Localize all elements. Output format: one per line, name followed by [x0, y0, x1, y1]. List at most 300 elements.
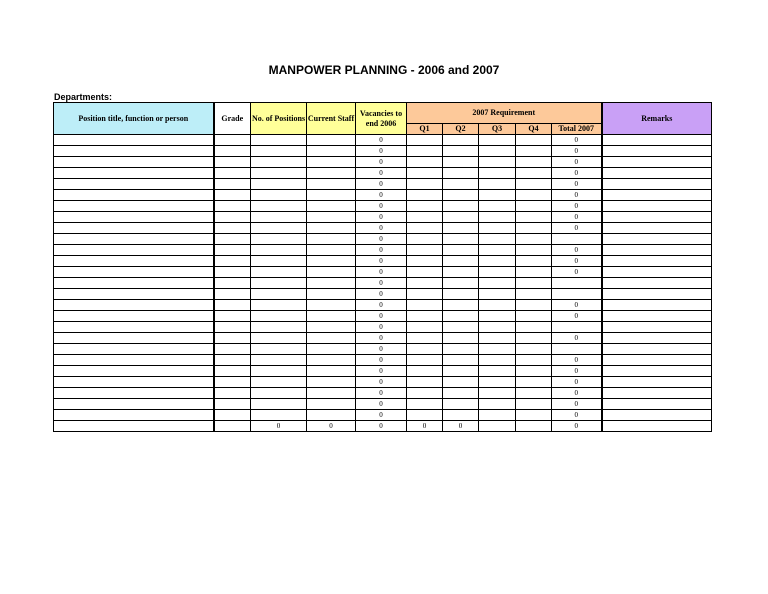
q2-cell[interactable]: [443, 311, 479, 322]
grade-cell[interactable]: [214, 344, 251, 355]
total-2007-cell[interactable]: 0: [552, 135, 602, 146]
positions-cell[interactable]: [251, 234, 307, 245]
q3-cell[interactable]: [479, 355, 516, 366]
positions-cell[interactable]: [251, 157, 307, 168]
positions-cell[interactable]: [251, 190, 307, 201]
position-cell[interactable]: [54, 322, 214, 333]
current-staff-cell[interactable]: [307, 179, 356, 190]
header-current-staff: Current Staff: [307, 103, 356, 135]
grade-cell[interactable]: [214, 267, 251, 278]
q4-cell[interactable]: [516, 377, 552, 388]
q3-cell[interactable]: [479, 410, 516, 421]
total-2007-cell[interactable]: 0: [552, 201, 602, 212]
positions-cell[interactable]: [251, 146, 307, 157]
remarks-cell[interactable]: [602, 388, 712, 399]
q1-cell[interactable]: [407, 212, 443, 223]
total-2007-cell[interactable]: 0: [552, 377, 602, 388]
q1-cell[interactable]: [407, 245, 443, 256]
position-cell[interactable]: [54, 289, 214, 300]
q1-cell[interactable]: [407, 146, 443, 157]
total-2007-cell[interactable]: [552, 278, 602, 289]
remarks-cell[interactable]: [602, 234, 712, 245]
q3-cell[interactable]: [479, 366, 516, 377]
position-cell[interactable]: [54, 267, 214, 278]
positions-cell[interactable]: [251, 245, 307, 256]
q3-cell[interactable]: [479, 256, 516, 267]
q4-cell[interactable]: [516, 256, 552, 267]
position-cell[interactable]: [54, 333, 214, 344]
total-q1-cell[interactable]: 0: [407, 421, 443, 432]
total-2007-cell[interactable]: 0: [552, 399, 602, 410]
total-q3-cell[interactable]: [479, 421, 516, 432]
remarks-cell[interactable]: [602, 190, 712, 201]
q2-cell[interactable]: [443, 344, 479, 355]
q2-cell[interactable]: [443, 256, 479, 267]
q4-cell[interactable]: [516, 157, 552, 168]
position-cell[interactable]: [54, 179, 214, 190]
total-2007-cell[interactable]: [552, 289, 602, 300]
position-cell[interactable]: [54, 212, 214, 223]
position-cell[interactable]: [54, 135, 214, 146]
vacancies-cell[interactable]: 0: [356, 322, 407, 333]
remarks-cell[interactable]: [602, 300, 712, 311]
grade-cell[interactable]: [214, 135, 251, 146]
positions-cell[interactable]: [251, 388, 307, 399]
q1-cell[interactable]: [407, 157, 443, 168]
current-staff-cell[interactable]: [307, 366, 356, 377]
remarks-cell[interactable]: [602, 344, 712, 355]
remarks-cell[interactable]: [602, 146, 712, 157]
q1-cell[interactable]: [407, 256, 443, 267]
position-cell[interactable]: [54, 278, 214, 289]
vacancies-cell[interactable]: 0: [356, 366, 407, 377]
total-2007-cell[interactable]: [552, 234, 602, 245]
q2-cell[interactable]: [443, 146, 479, 157]
grade-cell[interactable]: [214, 212, 251, 223]
q3-cell[interactable]: [479, 300, 516, 311]
q4-cell[interactable]: [516, 399, 552, 410]
positions-cell[interactable]: [251, 311, 307, 322]
q3-cell[interactable]: [479, 344, 516, 355]
q1-cell[interactable]: [407, 289, 443, 300]
remarks-cell[interactable]: [602, 212, 712, 223]
remarks-cell[interactable]: [602, 322, 712, 333]
q4-cell[interactable]: [516, 333, 552, 344]
positions-cell[interactable]: [251, 168, 307, 179]
remarks-cell[interactable]: [602, 399, 712, 410]
position-cell[interactable]: [54, 234, 214, 245]
positions-cell[interactable]: [251, 300, 307, 311]
current-staff-cell[interactable]: [307, 355, 356, 366]
remarks-cell[interactable]: [602, 421, 712, 432]
position-cell[interactable]: [54, 344, 214, 355]
q4-cell[interactable]: [516, 355, 552, 366]
current-staff-cell[interactable]: [307, 344, 356, 355]
q1-cell[interactable]: [407, 300, 443, 311]
q2-cell[interactable]: [443, 190, 479, 201]
position-cell[interactable]: [54, 421, 214, 432]
q3-cell[interactable]: [479, 234, 516, 245]
q2-cell[interactable]: [443, 168, 479, 179]
q4-cell[interactable]: [516, 366, 552, 377]
q3-cell[interactable]: [479, 399, 516, 410]
grade-cell[interactable]: [214, 179, 251, 190]
grade-cell[interactable]: [214, 146, 251, 157]
q1-cell[interactable]: [407, 333, 443, 344]
grade-cell[interactable]: [214, 190, 251, 201]
position-cell[interactable]: [54, 245, 214, 256]
q2-cell[interactable]: [443, 135, 479, 146]
remarks-cell[interactable]: [602, 289, 712, 300]
vacancies-cell[interactable]: 0: [356, 212, 407, 223]
total-2007-cell[interactable]: 0: [552, 355, 602, 366]
q3-cell[interactable]: [479, 212, 516, 223]
positions-cell[interactable]: [251, 201, 307, 212]
q2-cell[interactable]: [443, 377, 479, 388]
position-cell[interactable]: [54, 410, 214, 421]
q2-cell[interactable]: [443, 399, 479, 410]
q3-cell[interactable]: [479, 190, 516, 201]
positions-cell[interactable]: [251, 179, 307, 190]
vacancies-cell[interactable]: 0: [356, 311, 407, 322]
q3-cell[interactable]: [479, 135, 516, 146]
grade-cell[interactable]: [214, 168, 251, 179]
vacancies-cell[interactable]: 0: [356, 333, 407, 344]
total-2007-cell[interactable]: 0: [552, 388, 602, 399]
remarks-cell[interactable]: [602, 168, 712, 179]
positions-cell[interactable]: [251, 355, 307, 366]
positions-cell[interactable]: [251, 212, 307, 223]
current-staff-cell[interactable]: [307, 333, 356, 344]
positions-cell[interactable]: [251, 399, 307, 410]
remarks-cell[interactable]: [602, 256, 712, 267]
vacancies-cell[interactable]: 0: [356, 245, 407, 256]
total-2007-cell[interactable]: 0: [552, 333, 602, 344]
vacancies-cell[interactable]: 0: [356, 234, 407, 245]
q3-cell[interactable]: [479, 388, 516, 399]
remarks-cell[interactable]: [602, 311, 712, 322]
position-cell[interactable]: [54, 355, 214, 366]
total-2007-cell[interactable]: 0: [552, 267, 602, 278]
remarks-cell[interactable]: [602, 135, 712, 146]
positions-cell[interactable]: [251, 333, 307, 344]
total-2007-cell[interactable]: 0: [552, 179, 602, 190]
q2-cell[interactable]: [443, 223, 479, 234]
grade-cell[interactable]: [214, 223, 251, 234]
remarks-cell[interactable]: [602, 179, 712, 190]
grade-cell[interactable]: [214, 399, 251, 410]
current-staff-cell[interactable]: [307, 278, 356, 289]
q2-cell[interactable]: [443, 278, 479, 289]
total-2007-cell[interactable]: 0: [552, 300, 602, 311]
q4-cell[interactable]: [516, 300, 552, 311]
q3-cell[interactable]: [479, 333, 516, 344]
q2-cell[interactable]: [443, 333, 479, 344]
total-q2-cell[interactable]: 0: [443, 421, 479, 432]
q4-cell[interactable]: [516, 388, 552, 399]
q2-cell[interactable]: [443, 267, 479, 278]
q2-cell[interactable]: [443, 300, 479, 311]
q1-cell[interactable]: [407, 223, 443, 234]
positions-cell[interactable]: [251, 135, 307, 146]
vacancies-cell[interactable]: 0: [356, 135, 407, 146]
current-staff-cell[interactable]: [307, 135, 356, 146]
position-cell[interactable]: [54, 366, 214, 377]
q3-cell[interactable]: [479, 267, 516, 278]
position-cell[interactable]: [54, 311, 214, 322]
grade-cell[interactable]: [214, 245, 251, 256]
current-staff-cell[interactable]: [307, 300, 356, 311]
q1-cell[interactable]: [407, 267, 443, 278]
total-positions-cell[interactable]: 0: [251, 421, 307, 432]
current-staff-cell[interactable]: [307, 223, 356, 234]
positions-cell[interactable]: [251, 278, 307, 289]
grade-cell[interactable]: [214, 289, 251, 300]
grade-cell[interactable]: [214, 322, 251, 333]
positions-cell[interactable]: [251, 289, 307, 300]
remarks-cell[interactable]: [602, 157, 712, 168]
q4-cell[interactable]: [516, 267, 552, 278]
q4-cell[interactable]: [516, 322, 552, 333]
q2-cell[interactable]: [443, 322, 479, 333]
current-staff-cell[interactable]: [307, 201, 356, 212]
q1-cell[interactable]: [407, 377, 443, 388]
grade-cell[interactable]: [214, 355, 251, 366]
q4-cell[interactable]: [516, 234, 552, 245]
grade-cell[interactable]: [214, 377, 251, 388]
vacancies-cell[interactable]: 0: [356, 388, 407, 399]
q3-cell[interactable]: [479, 278, 516, 289]
q1-cell[interactable]: [407, 168, 443, 179]
current-staff-cell[interactable]: [307, 388, 356, 399]
remarks-cell[interactable]: [602, 377, 712, 388]
total-2007-cell[interactable]: 0: [552, 311, 602, 322]
grade-cell[interactable]: [214, 234, 251, 245]
q2-cell[interactable]: [443, 289, 479, 300]
current-staff-cell[interactable]: [307, 267, 356, 278]
q3-cell[interactable]: [479, 223, 516, 234]
q1-cell[interactable]: [407, 399, 443, 410]
total-2007-cell[interactable]: 0: [552, 146, 602, 157]
current-staff-cell[interactable]: [307, 289, 356, 300]
position-cell[interactable]: [54, 146, 214, 157]
vacancies-cell[interactable]: 0: [356, 201, 407, 212]
current-staff-cell[interactable]: [307, 377, 356, 388]
current-staff-cell[interactable]: [307, 322, 356, 333]
vacancies-cell[interactable]: 0: [356, 146, 407, 157]
q4-cell[interactable]: [516, 201, 552, 212]
q1-cell[interactable]: [407, 278, 443, 289]
position-cell[interactable]: [54, 388, 214, 399]
q4-cell[interactable]: [516, 311, 552, 322]
total-2007-cell[interactable]: [552, 322, 602, 333]
q2-cell[interactable]: [443, 410, 479, 421]
vacancies-cell[interactable]: 0: [356, 399, 407, 410]
total-vacancies-cell[interactable]: 0: [356, 421, 407, 432]
total-2007-cell[interactable]: 0: [552, 245, 602, 256]
current-staff-cell[interactable]: [307, 311, 356, 322]
total-2007-cell[interactable]: 0: [552, 366, 602, 377]
q4-cell[interactable]: [516, 278, 552, 289]
grade-cell[interactable]: [214, 278, 251, 289]
current-staff-cell[interactable]: [307, 146, 356, 157]
vacancies-cell[interactable]: 0: [356, 344, 407, 355]
q3-cell[interactable]: [479, 311, 516, 322]
q4-cell[interactable]: [516, 223, 552, 234]
q1-cell[interactable]: [407, 355, 443, 366]
q2-cell[interactable]: [443, 355, 479, 366]
q3-cell[interactable]: [479, 377, 516, 388]
remarks-cell[interactable]: [602, 333, 712, 344]
remarks-cell[interactable]: [602, 267, 712, 278]
q2-cell[interactable]: [443, 245, 479, 256]
vacancies-cell[interactable]: 0: [356, 256, 407, 267]
position-cell[interactable]: [54, 201, 214, 212]
vacancies-cell[interactable]: 0: [356, 267, 407, 278]
vacancies-cell[interactable]: 0: [356, 355, 407, 366]
q3-cell[interactable]: [479, 179, 516, 190]
q2-cell[interactable]: [443, 157, 479, 168]
q3-cell[interactable]: [479, 146, 516, 157]
grade-cell[interactable]: [214, 410, 251, 421]
q1-cell[interactable]: [407, 311, 443, 322]
current-staff-cell[interactable]: [307, 399, 356, 410]
positions-cell[interactable]: [251, 366, 307, 377]
position-cell[interactable]: [54, 223, 214, 234]
positions-cell[interactable]: [251, 377, 307, 388]
q1-cell[interactable]: [407, 190, 443, 201]
position-cell[interactable]: [54, 157, 214, 168]
total-2007-cell[interactable]: 0: [552, 212, 602, 223]
grade-cell[interactable]: [214, 366, 251, 377]
total-2007-cell[interactable]: 0: [552, 410, 602, 421]
q2-cell[interactable]: [443, 212, 479, 223]
current-staff-cell[interactable]: [307, 256, 356, 267]
q1-cell[interactable]: [407, 344, 443, 355]
q3-cell[interactable]: [479, 322, 516, 333]
q3-cell[interactable]: [479, 168, 516, 179]
positions-cell[interactable]: [251, 344, 307, 355]
position-cell[interactable]: [54, 377, 214, 388]
current-staff-cell[interactable]: [307, 245, 356, 256]
grade-cell[interactable]: [214, 421, 251, 432]
q4-cell[interactable]: [516, 212, 552, 223]
position-cell[interactable]: [54, 256, 214, 267]
position-cell[interactable]: [54, 190, 214, 201]
total-current-staff-cell[interactable]: 0: [307, 421, 356, 432]
vacancies-cell[interactable]: 0: [356, 179, 407, 190]
position-cell[interactable]: [54, 300, 214, 311]
remarks-cell[interactable]: [602, 245, 712, 256]
q1-cell[interactable]: [407, 201, 443, 212]
grade-cell[interactable]: [214, 201, 251, 212]
q4-cell[interactable]: [516, 410, 552, 421]
total-2007-cell[interactable]: 0: [552, 190, 602, 201]
remarks-cell[interactable]: [602, 366, 712, 377]
position-cell[interactable]: [54, 168, 214, 179]
vacancies-cell[interactable]: 0: [356, 289, 407, 300]
positions-cell[interactable]: [251, 267, 307, 278]
q1-cell[interactable]: [407, 322, 443, 333]
q3-cell[interactable]: [479, 157, 516, 168]
q4-cell[interactable]: [516, 135, 552, 146]
q1-cell[interactable]: [407, 366, 443, 377]
remarks-cell[interactable]: [602, 278, 712, 289]
vacancies-cell[interactable]: 0: [356, 300, 407, 311]
q4-cell[interactable]: [516, 190, 552, 201]
positions-cell[interactable]: [251, 322, 307, 333]
remarks-cell[interactable]: [602, 223, 712, 234]
total-2007-cell[interactable]: [552, 344, 602, 355]
q2-cell[interactable]: [443, 366, 479, 377]
q3-cell[interactable]: [479, 289, 516, 300]
q4-cell[interactable]: [516, 168, 552, 179]
total-2007-cell[interactable]: 0: [552, 256, 602, 267]
q1-cell[interactable]: [407, 135, 443, 146]
vacancies-cell[interactable]: 0: [356, 168, 407, 179]
position-cell[interactable]: [54, 399, 214, 410]
q1-cell[interactable]: [407, 179, 443, 190]
current-staff-cell[interactable]: [307, 212, 356, 223]
q4-cell[interactable]: [516, 344, 552, 355]
total-2007-cell[interactable]: 0: [552, 168, 602, 179]
positions-cell[interactable]: [251, 223, 307, 234]
q2-cell[interactable]: [443, 201, 479, 212]
q2-cell[interactable]: [443, 388, 479, 399]
q3-cell[interactable]: [479, 245, 516, 256]
remarks-cell[interactable]: [602, 201, 712, 212]
grade-cell[interactable]: [214, 157, 251, 168]
remarks-cell[interactable]: [602, 410, 712, 421]
total-2007-cell[interactable]: 0: [552, 223, 602, 234]
table-row: [54, 223, 712, 234]
grade-cell[interactable]: [214, 333, 251, 344]
grand-total-cell[interactable]: 0: [552, 421, 602, 432]
current-staff-cell[interactable]: [307, 234, 356, 245]
q4-cell[interactable]: [516, 245, 552, 256]
vacancies-cell[interactable]: 0: [356, 278, 407, 289]
positions-cell[interactable]: [251, 410, 307, 421]
vacancies-cell[interactable]: 0: [356, 410, 407, 421]
positions-cell[interactable]: [251, 256, 307, 267]
vacancies-cell[interactable]: 0: [356, 190, 407, 201]
q4-cell[interactable]: [516, 179, 552, 190]
vacancies-cell[interactable]: 0: [356, 157, 407, 168]
current-staff-cell[interactable]: [307, 168, 356, 179]
q1-cell[interactable]: [407, 234, 443, 245]
q1-cell[interactable]: [407, 388, 443, 399]
grade-cell[interactable]: [214, 311, 251, 322]
q3-cell[interactable]: [479, 201, 516, 212]
q2-cell[interactable]: [443, 234, 479, 245]
grade-cell[interactable]: [214, 300, 251, 311]
vacancies-cell[interactable]: 0: [356, 377, 407, 388]
total-2007-cell[interactable]: 0: [552, 157, 602, 168]
vacancies-cell[interactable]: 0: [356, 223, 407, 234]
q4-cell[interactable]: [516, 289, 552, 300]
q1-cell[interactable]: [407, 410, 443, 421]
current-staff-cell[interactable]: [307, 410, 356, 421]
current-staff-cell[interactable]: [307, 190, 356, 201]
remarks-cell[interactable]: [602, 355, 712, 366]
total-q4-cell[interactable]: [516, 421, 552, 432]
grade-cell[interactable]: [214, 388, 251, 399]
header-q4: Q4: [516, 124, 552, 135]
current-staff-cell[interactable]: [307, 157, 356, 168]
q4-cell[interactable]: [516, 146, 552, 157]
grade-cell[interactable]: [214, 256, 251, 267]
q2-cell[interactable]: [443, 179, 479, 190]
